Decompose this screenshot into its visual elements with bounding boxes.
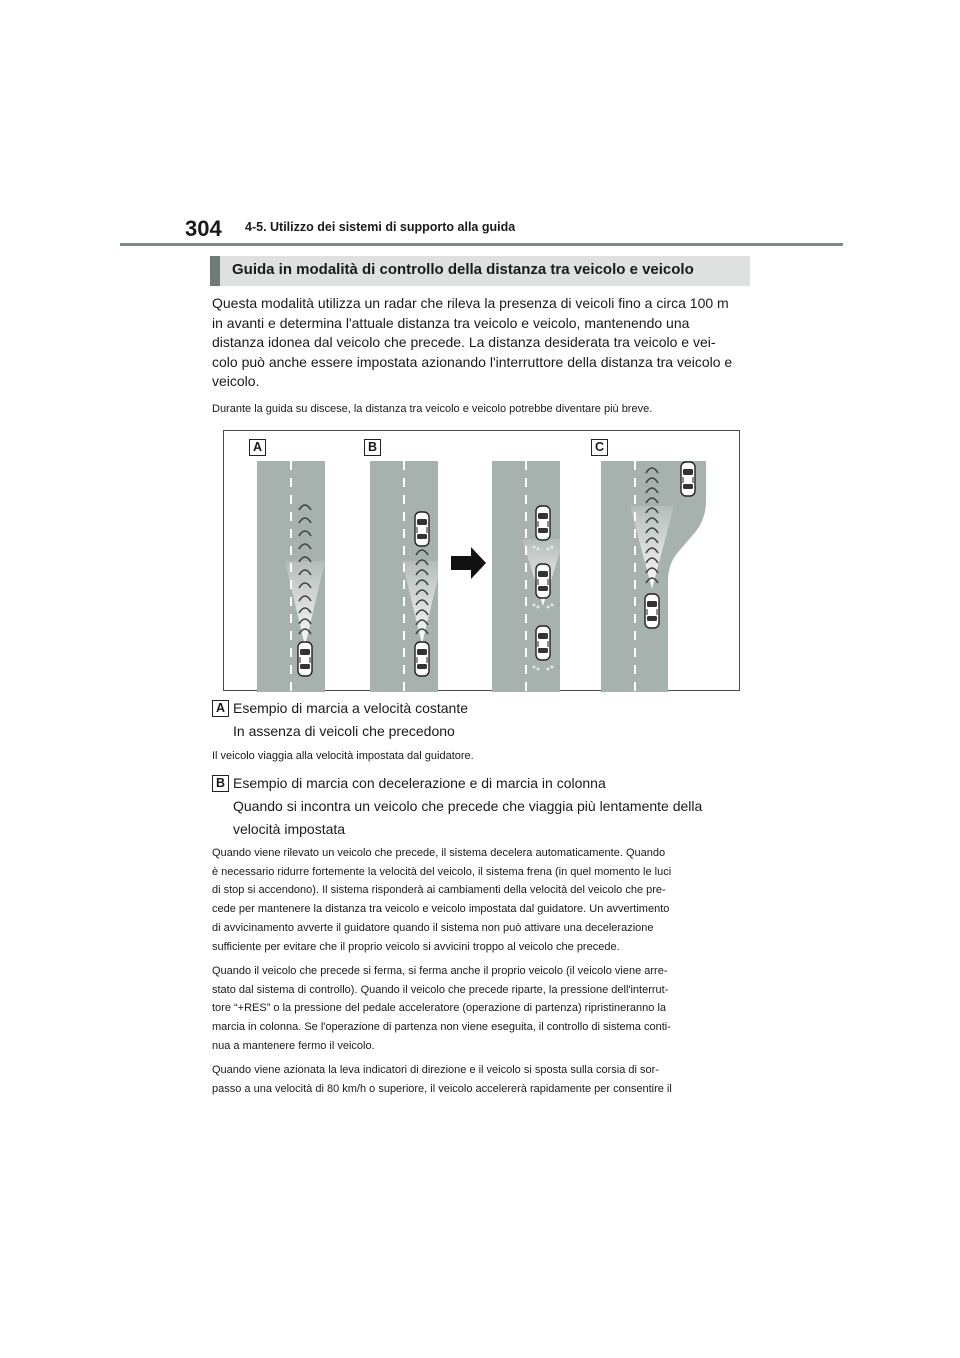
- preceding-car-b2-1: [536, 506, 550, 540]
- intro-line: in avanti e determina l'attuale distanza tra veicolo e veicolo, mantenendo una: [212, 314, 690, 331]
- own-car-a: [298, 642, 312, 676]
- paragraph-line: cede per mantenere la distanza tra veicolo e veicolo impostata dal guidatore. Un avvertimento: [212, 903, 670, 916]
- paragraph-line: tore “+RES” o la pressione del pedale acceleratore (operazione di partenza) ripristineranno la: [212, 1002, 667, 1015]
- acc-diagram-figure: [223, 430, 740, 691]
- intro-line: colo può anche essere impostata azionando l'interruttore della distanza tra veicolo e: [212, 353, 733, 370]
- intro-note: Durante la guida su discese, la distanza tra veicolo e veicolo potrebbe diventare più breve.: [212, 403, 653, 415]
- paragraph-line: di stop si accendono). Il sistema risponderà ai cambiamenti della velocità del veicolo che pre-: [212, 884, 666, 897]
- item-b-paragraph-2: [212, 962, 744, 1056]
- item-a-heading: Esempio di marcia a velocità costante: [233, 700, 468, 716]
- merging-car-c: [681, 462, 695, 496]
- paragraph-line: Quando viene azionata la leva indicatori di direzione e il veicolo si sposta sulla corsia di sor-: [212, 1064, 659, 1076]
- figure-label-c: C: [591, 439, 608, 456]
- paragraph-line: sufficiente per evitare che il proprio veicolo si avvicini troppo al veicolo che precede.: [212, 940, 620, 953]
- item-a-subheading: In assenza di veicoli che precedono: [233, 723, 455, 739]
- paragraph-line: di avvicinamento avverte il guidatore quando il sistema non può attivare una decelerazione: [212, 921, 654, 934]
- figure-label-a: A: [249, 439, 266, 456]
- item-b-subheading-line: Quando si incontra un veicolo che precede che viaggia più lentamente della: [233, 798, 703, 814]
- preceding-car-b2-2: [536, 564, 550, 598]
- paragraph-line: Quando viene rilevato un veicolo che precede, il sistema decelera automaticamente. Quando: [212, 847, 666, 859]
- preceding-car-b: [415, 512, 429, 546]
- paragraph-line: nua a mantenere fermo il veicolo.: [212, 1039, 375, 1052]
- item-b-label: B: [212, 775, 229, 792]
- item-b-heading: Esempio di marcia con decelerazione e di marcia in colonna: [233, 775, 606, 791]
- page-number: 304: [185, 216, 222, 241]
- figure-label-b: B: [364, 439, 381, 456]
- item-b-paragraph-1: [212, 844, 744, 956]
- intro-line: veicolo.: [212, 373, 260, 389]
- paragraph-line: stato dal sistema di controllo). Quando il veicolo che precede riparte, la pressione dell'interrut-: [212, 983, 669, 996]
- item-b-subheading-line: velocità impostata: [233, 821, 346, 837]
- intro-line: distanza idonea dal veicolo che precede. La distanza desiderata tra veicolo e vei-: [212, 334, 716, 350]
- header-rule: [120, 243, 843, 246]
- section-heading-bar: [210, 256, 750, 286]
- own-car-c: [645, 594, 659, 628]
- paragraph-line: passo a una velocità di 80 km/h o superiore, il veicolo accelererà rapidamente per consentire il: [212, 1082, 672, 1095]
- intro-paragraph: [212, 294, 744, 392]
- paragraph-line: marcia in colonna. Se l'operazione di partenza non viene eseguita, il controllo di sistema conti-: [212, 1021, 671, 1034]
- intro-line: Questa modalità utilizza un radar che rileva la presenza di veicoli fino a circa 100 m: [212, 295, 729, 311]
- item-a-body: Il veicolo viaggia alla velocità impostata dal guidatore.: [212, 750, 474, 762]
- section-title: Guida in modalità di controllo della distanza tra veicolo e veicolo: [232, 261, 694, 278]
- transition-arrow: [451, 547, 486, 579]
- paragraph-line: Quando il veicolo che precede si ferma, si ferma anche il proprio veicolo (il veicolo viene arre-: [212, 965, 668, 977]
- item-b-paragraph-3: [212, 1061, 744, 1098]
- item-a-label: A: [212, 700, 229, 717]
- acc-diagram: [224, 431, 741, 692]
- chapter-title: 4-5. Utilizzo dei sistemi di supporto alla guida: [245, 220, 516, 234]
- own-car-b2: [536, 626, 550, 660]
- own-car-b: [415, 642, 429, 676]
- paragraph-line: è necessario ridurre fortemente la velocità del veicolo, il sistema frena (in quel momento le luci: [212, 865, 672, 878]
